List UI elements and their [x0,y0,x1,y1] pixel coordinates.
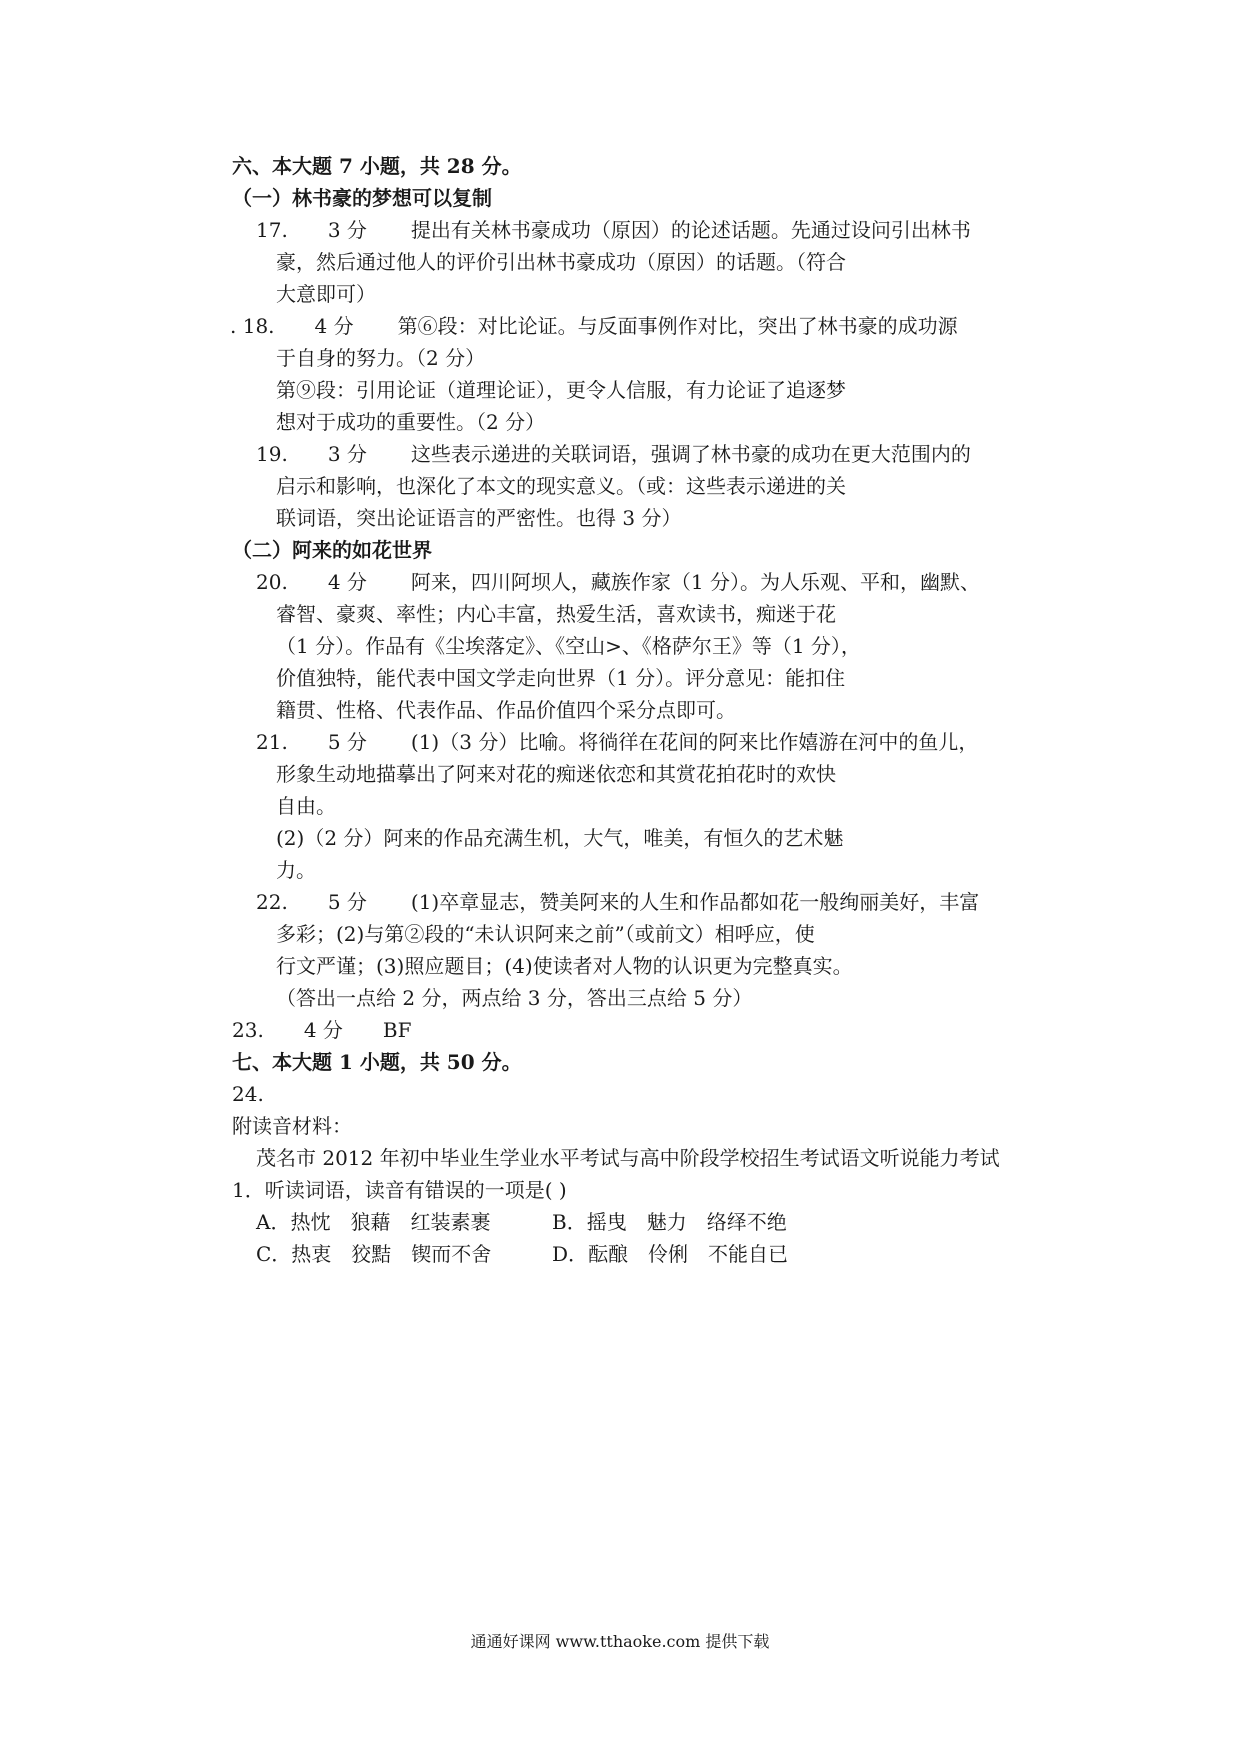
q20-num: 20. [256,570,288,594]
part2-title: （二）阿来的如花世界 [232,538,432,562]
q19-line1: 这些表示递进的关联词语，强调了林书豪的成功在更大范围内的 [410,442,971,466]
q24-num: 24. [232,1082,264,1106]
q18-score: 4 分 [314,314,354,338]
option-c: C．热衷 狡黠 锲而不舍 [256,1242,492,1266]
q22-line4: （答出一点给 2 分，两点给 3 分，答出三点给 5 分） [276,986,753,1010]
q18-line3: 第⑨段：引用论证（道理论证），更令人信服，有力论证了追逐梦 [276,378,846,402]
q21-line4: (2)（2 分）阿来的作品充满生机，大气，唯美，有恒久的艺术魅 [276,826,844,850]
q20-score: 4 分 [327,570,367,594]
q21-line5: 力。 [276,858,316,882]
q18-line1: 第⑥段：对比论证。与反面事例作对比，突出了林书豪的成功源 [397,314,958,338]
q20-line4: 价值独特，能代表中国文学走向世界（1 分）。评分意见：能扣住 [276,666,846,690]
q17-line1: 提出有关林书豪成功（原因）的论述话题。先通过设问引出林书 [410,218,971,242]
q23-num: 23. [232,1018,264,1042]
q23-answer: BF [382,1018,412,1042]
q21-line3: 自由。 [276,794,336,818]
q23-block [232,1014,411,1046]
q18-num: . 18. [230,314,275,338]
q22-line3: 行文严谨；(3)照应题目；(4)使读者对人物的认识更为完整真实。 [276,954,853,978]
part1-title: （一）林书豪的梦想可以复制 [232,186,492,210]
q20-line3: （1 分）。作品有《尘埃落定》、《空山>、《格萨尔王》等（1 分）， [276,634,861,658]
q21-score: 5 分 [327,730,367,754]
exam-title: 茂名市 2012 年初中毕业生学业水平考试与高中阶段学校招生考试语文听说能力考试 [256,1146,1000,1170]
q18-line4: 想对于成功的重要性。（2 分） [276,410,546,434]
q19-line2: 启示和影响，也深化了本文的现实意义。（或：这些表示递进的关 [276,474,846,498]
option-b: B．摇曳 魅力 络绎不绝 [552,1210,787,1234]
q18-line2: 于自身的努力。（2 分） [276,346,486,370]
q22-line2: 多彩；(2)与第②段的“未认识阿来之前”（或前文）相呼应，使 [276,922,815,946]
option-a: A．热忱 狼藉 红装素裹 [256,1210,491,1234]
q21-line1: (1)（3 分）比喻。将徜徉在花间的阿来比作嬉游在河中的鱼儿， [410,730,979,754]
q20-line2: 睿智、豪爽、率性；内心丰富，热爱生活，喜欢读书，痴迷于花 [276,602,836,626]
q20-line1: 阿来，四川阿坝人，藏族作家（1 分）。为人乐观、平和，幽默、 [410,570,980,594]
listening-question-1: 1．听读词语，读音有错误的一项是( ) [232,1178,567,1202]
q22-score: 5 分 [327,890,367,914]
q21-num: 21. [256,730,288,754]
q22-line1: (1)卒章显志，赞美阿来的人生和作品都如花一般绚丽美好，丰富 [410,890,980,914]
q19-score: 3 分 [327,442,367,466]
q22-num: 22. [256,890,288,914]
appendix-title: 附读音材料： [232,1114,352,1138]
q19-num: 19. [256,442,288,466]
q20-line5: 籍贯、性格、代表作品、作品价值四个采分点即可。 [276,698,736,722]
q17-line3: 大意即可） [276,282,376,306]
q17-line2: 豪，然后通过他人的评价引出林书豪成功（原因）的话题。（符合 [276,250,846,274]
section7-title: 七、本大题 1 小题，共 50 分。 [232,1050,522,1074]
q23-score: 4 分 [303,1018,343,1042]
q17-score: 3 分 [327,218,367,242]
q21-line2: 形象生动地描摹出了阿来对花的痴迷依恋和其赏花拍花时的欢快 [276,762,836,786]
q19-line3: 联词语，突出论证语言的严密性。也得 3 分） [276,506,682,530]
option-d: D．酝酿 伶俐 不能自已 [552,1242,789,1266]
section6-title: 六、本大题 7 小题，共 28 分。 [232,154,522,178]
q17-num: 17. [256,218,288,242]
page-footer: 通通好课网 www.tthaoke.com 提供下载 [470,1632,770,1651]
